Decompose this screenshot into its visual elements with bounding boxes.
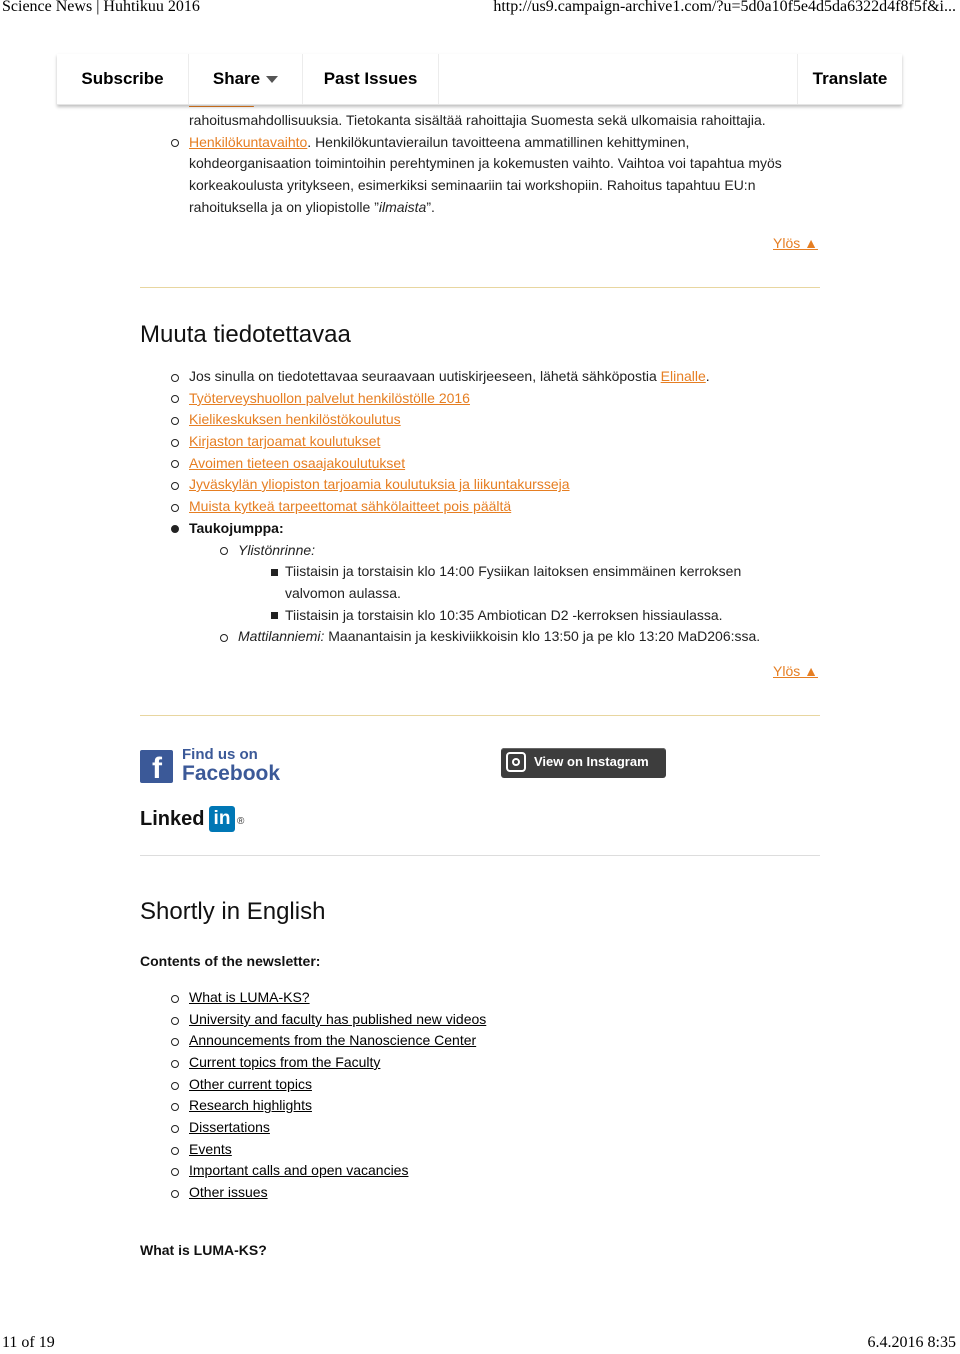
- subsublist-bullet: [271, 569, 278, 576]
- instagram-label: View on Instagram: [534, 754, 649, 769]
- what-is-luma-heading: What is LUMA-KS?: [140, 1242, 267, 1258]
- facebook-icon: f: [140, 750, 173, 783]
- subsublist-bullet: [271, 612, 278, 619]
- contents-item[interactable]: Dissertations: [189, 1119, 270, 1135]
- linkedin-icon: in: [209, 806, 235, 832]
- list-bullet: [171, 460, 179, 468]
- list-bullet: [171, 374, 179, 382]
- section-divider: [140, 287, 820, 288]
- elina-email-link[interactable]: Elinalle: [660, 368, 706, 384]
- instagram-button[interactable]: [501, 748, 666, 778]
- staff-exchange-line4: rahoituksella ja on yliopistolle ”ilmaista”.: [189, 199, 435, 215]
- list-bullet: [171, 1190, 179, 1198]
- back-to-top-link[interactable]: Ylös ▲: [773, 235, 818, 251]
- translate-button[interactable]: Translate: [812, 69, 888, 88]
- subscribe-button[interactable]: Subscribe: [81, 69, 164, 88]
- staff-exchange-line2: kohdeorganisaation toimintoihin perehtyminen ja kokemusten vaihto. Vaihtoa voi tapahtua myös: [189, 155, 782, 171]
- section-heading-english: Shortly in English: [140, 898, 326, 925]
- list-bullet: [171, 1060, 179, 1068]
- sublist-bullet: [220, 634, 228, 642]
- muuta-link-item[interactable]: Kielikeskuksen henkilöstökoulutus: [189, 411, 401, 427]
- instagram-icon: [506, 752, 526, 772]
- list-bullet: [171, 139, 179, 147]
- section-heading-muuta: Muuta tiedotettavaa: [140, 321, 351, 348]
- staff-exchange-line3: korkeakoulusta yritykseen, esimerkiksi seminaariin tai workshopiin. Rahoitus tapahtuu EU:n: [189, 177, 756, 193]
- contents-item[interactable]: University and faculty has published new videos: [189, 1011, 487, 1027]
- list-bullet: [171, 395, 179, 403]
- list-bullet: [171, 504, 179, 512]
- section-divider: [140, 855, 820, 856]
- list-bullet: [171, 1147, 179, 1155]
- list-bullet: [171, 439, 179, 447]
- contents-item[interactable]: Events: [189, 1141, 232, 1157]
- linkedin-button[interactable]: [140, 806, 250, 834]
- staff-exchange-link[interactable]: Henkilökuntavaihto: [189, 134, 308, 150]
- section-divider: [140, 715, 820, 716]
- muuta-link-item[interactable]: Muista kytkeä tarpeettomat sähkölaitteet pois päältä: [189, 498, 512, 514]
- muuta-link-item[interactable]: Kirjaston tarjoamat koulutukset: [189, 433, 381, 449]
- print-url: http://us9.campaign-archive1.com/?u=5d0a10f5e4d5da6322d4f8f5f&i...: [493, 0, 956, 15]
- muuta-link-item[interactable]: Jyväskylän yliopiston tarjoamia koulutuksia ja liikuntakursseja: [189, 476, 570, 492]
- contents-label: Contents of the newsletter:: [140, 953, 321, 969]
- linkedin-registered: ®: [237, 816, 245, 827]
- page-count: 11 of 19: [2, 1334, 55, 1351]
- list-bullet: [171, 1082, 179, 1090]
- sublist-bullet: [220, 547, 228, 555]
- print-datetime: 6.4.2016 8:35: [867, 1334, 956, 1351]
- list-bullet: [171, 995, 179, 1003]
- share-button[interactable]: [189, 54, 302, 104]
- contents-item[interactable]: Research highlights: [189, 1097, 312, 1113]
- contents-item[interactable]: Other issues: [189, 1184, 268, 1200]
- taukojumppa-label: Taukojumppa:: [189, 520, 284, 536]
- list-bullet: [171, 525, 179, 533]
- ylistonrinne-time-1b: valvomon aulassa.: [285, 585, 401, 601]
- list-bullet: [171, 1017, 179, 1025]
- back-to-top-link[interactable]: Ylös ▲: [773, 663, 818, 679]
- ylistonrinne-time-1a: Tiistaisin ja torstaisin klo 14:00 Fysiikan laitoksen ensimmäinen kerroksen: [285, 563, 742, 579]
- linkedin-wordmark: Linked: [140, 808, 205, 830]
- print-title: Science News | Huhtikuu 2016: [2, 0, 200, 15]
- muuta-intro: Jos sinulla on tiedotettavaa seuraavaan uutiskirjeeseen, lähetä sähköpostia Elinalle.: [189, 368, 710, 384]
- funding-db-text: rahoitusmahdollisuuksia. Tietokanta sisältää rahoittajia Suomesta sekä ulkomaisia rahoittajia.: [189, 112, 766, 128]
- share-label: Share: [212, 69, 261, 88]
- list-bullet: [171, 1103, 179, 1111]
- contents-item[interactable]: What is LUMA-KS?: [189, 989, 310, 1005]
- mattilanniemi-line: Mattilanniemi: Maanantaisin ja keskiviikkoisin klo 13:50 ja pe klo 13:20 MaD206:ssa.: [238, 628, 761, 644]
- facebook-button[interactable]: [140, 746, 281, 785]
- list-bullet: [171, 1168, 179, 1176]
- past-issues-button[interactable]: Past Issues: [323, 69, 418, 88]
- ylistonrinne-label: Ylistönrinne:: [238, 542, 316, 558]
- nav-divider: [438, 54, 439, 104]
- muuta-link-item[interactable]: Avoimen tieteen osaajakoulutukset: [189, 455, 406, 471]
- contents-item[interactable]: Announcements from the Nanoscience Center: [189, 1032, 477, 1048]
- contents-item[interactable]: Current topics from the Faculty: [189, 1054, 381, 1070]
- print-header: [0, 0, 960, 18]
- list-bullet: [171, 417, 179, 425]
- facebook-line1: Find us on: [182, 746, 258, 763]
- ylistonrinne-time-2: Tiistaisin ja torstaisin klo 10:35 Ambiotican D2 -kerroksen hissiaulassa.: [285, 607, 723, 623]
- list-bullet: [171, 482, 179, 490]
- facebook-line2: Facebook: [182, 762, 281, 785]
- contents-item[interactable]: Other current topics: [189, 1076, 312, 1092]
- top-navbar: [57, 54, 902, 105]
- print-footer: [0, 1334, 960, 1354]
- list-bullet: [171, 1038, 179, 1046]
- list-bullet: [171, 1125, 179, 1133]
- staff-exchange-line1: Henkilökuntavaihto. Henkilökuntavierailun tavoitteena ammatillinen kehittyminen,: [189, 134, 690, 150]
- muuta-link-item[interactable]: Työterveyshuollon palvelut henkilöstölle 2016: [189, 390, 470, 406]
- contents-item[interactable]: Important calls and open vacancies: [189, 1162, 409, 1178]
- chevron-down-icon: [266, 76, 278, 83]
